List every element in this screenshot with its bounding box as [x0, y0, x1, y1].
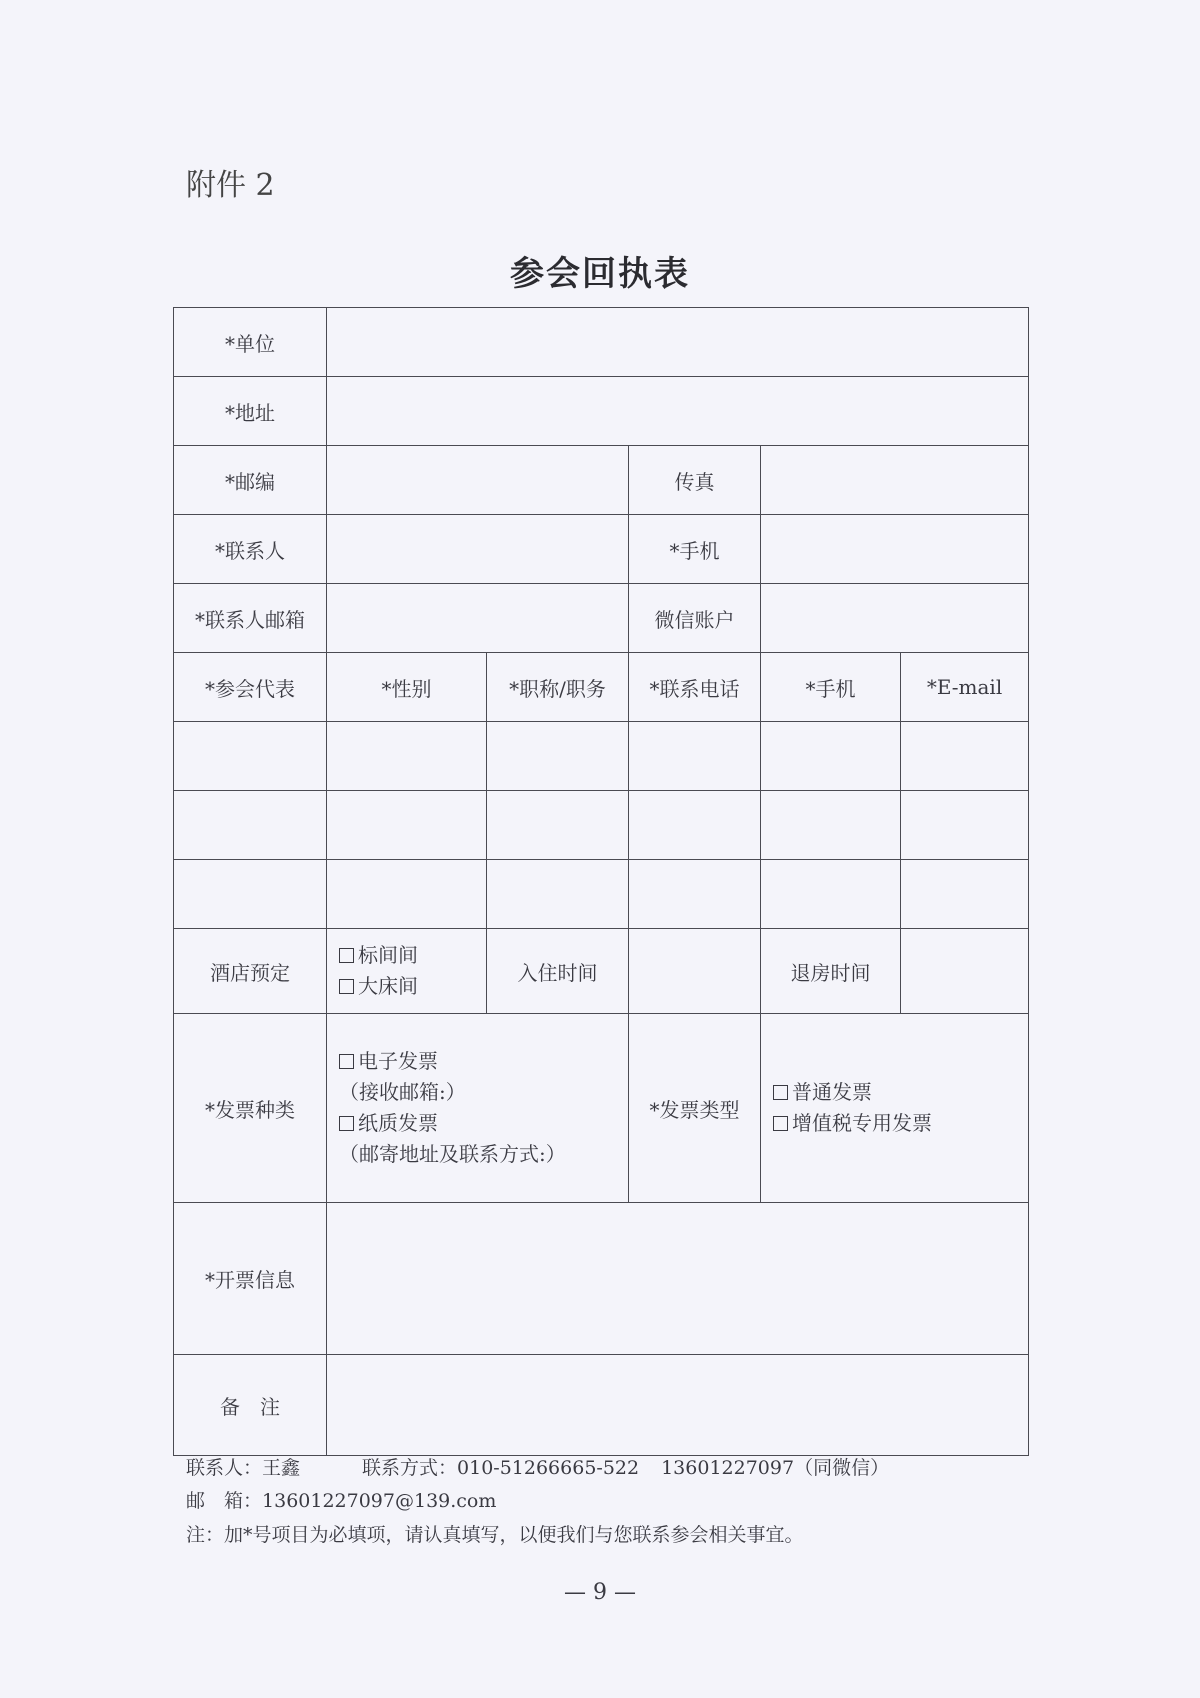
invoice-type-options — [761, 1014, 1029, 1203]
rep-title-cell[interactable] — [487, 791, 629, 860]
header-email: *E-mail — [901, 653, 1029, 722]
invoice-option-paper[interactable] — [339, 1108, 628, 1139]
checkbox-icon[interactable] — [339, 1116, 354, 1131]
label-unit: *单位 — [174, 308, 327, 377]
unit-field[interactable] — [327, 308, 1029, 377]
invoice-type-vat[interactable] — [773, 1108, 1028, 1139]
label-wechat: 微信账户 — [629, 584, 761, 653]
label-address: *地址 — [174, 377, 327, 446]
label-checkin: 入住时间 — [487, 929, 629, 1014]
wechat-field[interactable] — [761, 584, 1029, 653]
billing-info-row — [174, 1203, 1029, 1355]
rep-name-cell[interactable] — [174, 860, 327, 929]
form-row-contact-email — [174, 584, 1029, 653]
address-field[interactable] — [327, 377, 1029, 446]
checkbox-icon[interactable] — [773, 1116, 788, 1131]
checkbox-icon[interactable] — [339, 1054, 354, 1069]
fax-field[interactable] — [761, 446, 1029, 515]
paper-invoice-note: （邮寄地址及联系方式:） — [339, 1142, 566, 1166]
form-row-address — [174, 377, 1029, 446]
page-title: 参会回执表 — [510, 254, 690, 294]
contact-field[interactable] — [327, 515, 629, 584]
label-remarks: 备 注 — [174, 1355, 327, 1456]
invoice-kind-options — [327, 1014, 629, 1203]
rep-phone-cell[interactable] — [629, 722, 761, 791]
checkin-field[interactable] — [629, 929, 761, 1014]
invoice-type-normal[interactable] — [773, 1077, 1028, 1108]
header-gender: *性别 — [327, 653, 487, 722]
footer-email-line — [186, 1486, 496, 1513]
invoice-row — [174, 1014, 1029, 1203]
rep-phone-cell[interactable] — [629, 791, 761, 860]
hotel-row — [174, 929, 1029, 1014]
checkout-field[interactable] — [901, 929, 1029, 1014]
label-checkout: 退房时间 — [761, 929, 901, 1014]
label-contact-email: *联系人邮箱 — [174, 584, 327, 653]
label-contact: *联系人 — [174, 515, 327, 584]
header-mobile: *手机 — [761, 653, 901, 722]
room-option-king[interactable] — [339, 971, 486, 1002]
rep-title-cell[interactable] — [487, 860, 629, 929]
label-invoice-kind: *发票种类 — [174, 1014, 327, 1203]
rep-mobile-cell[interactable] — [761, 722, 901, 791]
footer-phone: 13601227097（同微信） — [661, 1457, 890, 1479]
representative-header-row — [174, 653, 1029, 722]
invoice-option-electronic[interactable] — [339, 1046, 628, 1077]
label-invoice-type: *发票类型 — [629, 1014, 761, 1203]
label-mobile: *手机 — [629, 515, 761, 584]
invoice-option-paper-label: 纸质发票 — [358, 1111, 438, 1135]
header-representative: *参会代表 — [174, 653, 327, 722]
invoice-type-vat-label: 增值税专用发票 — [792, 1111, 932, 1135]
room-type-options — [327, 929, 487, 1014]
billing-info-field[interactable] — [327, 1203, 1029, 1355]
checkbox-icon[interactable] — [773, 1085, 788, 1100]
rep-phone-cell[interactable] — [629, 860, 761, 929]
registration-form — [173, 307, 1029, 1456]
footer-email-label: 邮 箱： — [186, 1490, 263, 1512]
rep-gender-cell[interactable] — [327, 791, 487, 860]
attachment-label: 附件 2 — [186, 168, 275, 203]
form-row-unit — [174, 308, 1029, 377]
header-title: *职称/职务 — [487, 653, 629, 722]
rep-name-cell[interactable] — [174, 722, 327, 791]
invoice-option-electronic-label: 电子发票 — [358, 1049, 438, 1073]
rep-gender-cell[interactable] — [327, 722, 487, 791]
remarks-row — [174, 1355, 1029, 1456]
footer-contact-line — [186, 1453, 889, 1480]
checkbox-icon[interactable] — [339, 979, 354, 994]
rep-title-cell[interactable] — [487, 722, 629, 791]
footer-note: 注：加*号项目为必填项，请认真填写，以便我们与您联系参会相关事宜。 — [186, 1524, 804, 1546]
rep-email-cell[interactable] — [901, 791, 1029, 860]
form-row-contact — [174, 515, 1029, 584]
electronic-invoice-note: （接收邮箱:） — [339, 1080, 466, 1104]
room-option-standard-label: 标间间 — [358, 943, 418, 967]
footer-contact-person: 联系人：王鑫 — [186, 1457, 301, 1479]
invoice-type-normal-label: 普通发票 — [792, 1080, 872, 1104]
contact-email-field[interactable] — [327, 584, 629, 653]
rep-mobile-cell[interactable] — [761, 860, 901, 929]
label-fax: 传真 — [629, 446, 761, 515]
checkbox-icon[interactable] — [339, 948, 354, 963]
page-number: — 9 — — [564, 1580, 636, 1605]
postcode-field[interactable] — [327, 446, 629, 515]
representative-row — [174, 722, 1029, 791]
representative-row — [174, 791, 1029, 860]
footer-contact-method: 联系方式：010-51266665-522 — [362, 1457, 640, 1479]
rep-gender-cell[interactable] — [327, 860, 487, 929]
room-option-standard[interactable] — [339, 940, 486, 971]
rep-email-cell[interactable] — [901, 860, 1029, 929]
mobile-field[interactable] — [761, 515, 1029, 584]
room-option-king-label: 大床间 — [358, 974, 418, 998]
representative-row — [174, 860, 1029, 929]
rep-email-cell[interactable] — [901, 722, 1029, 791]
footer-email: 13601227097@139.com — [262, 1490, 497, 1512]
rep-mobile-cell[interactable] — [761, 791, 901, 860]
label-hotel: 酒店预定 — [174, 929, 327, 1014]
label-billing-info: *开票信息 — [174, 1203, 327, 1355]
label-postcode: *邮编 — [174, 446, 327, 515]
rep-name-cell[interactable] — [174, 791, 327, 860]
header-phone: *联系电话 — [629, 653, 761, 722]
remarks-field[interactable] — [327, 1355, 1029, 1456]
form-row-postcode — [174, 446, 1029, 515]
